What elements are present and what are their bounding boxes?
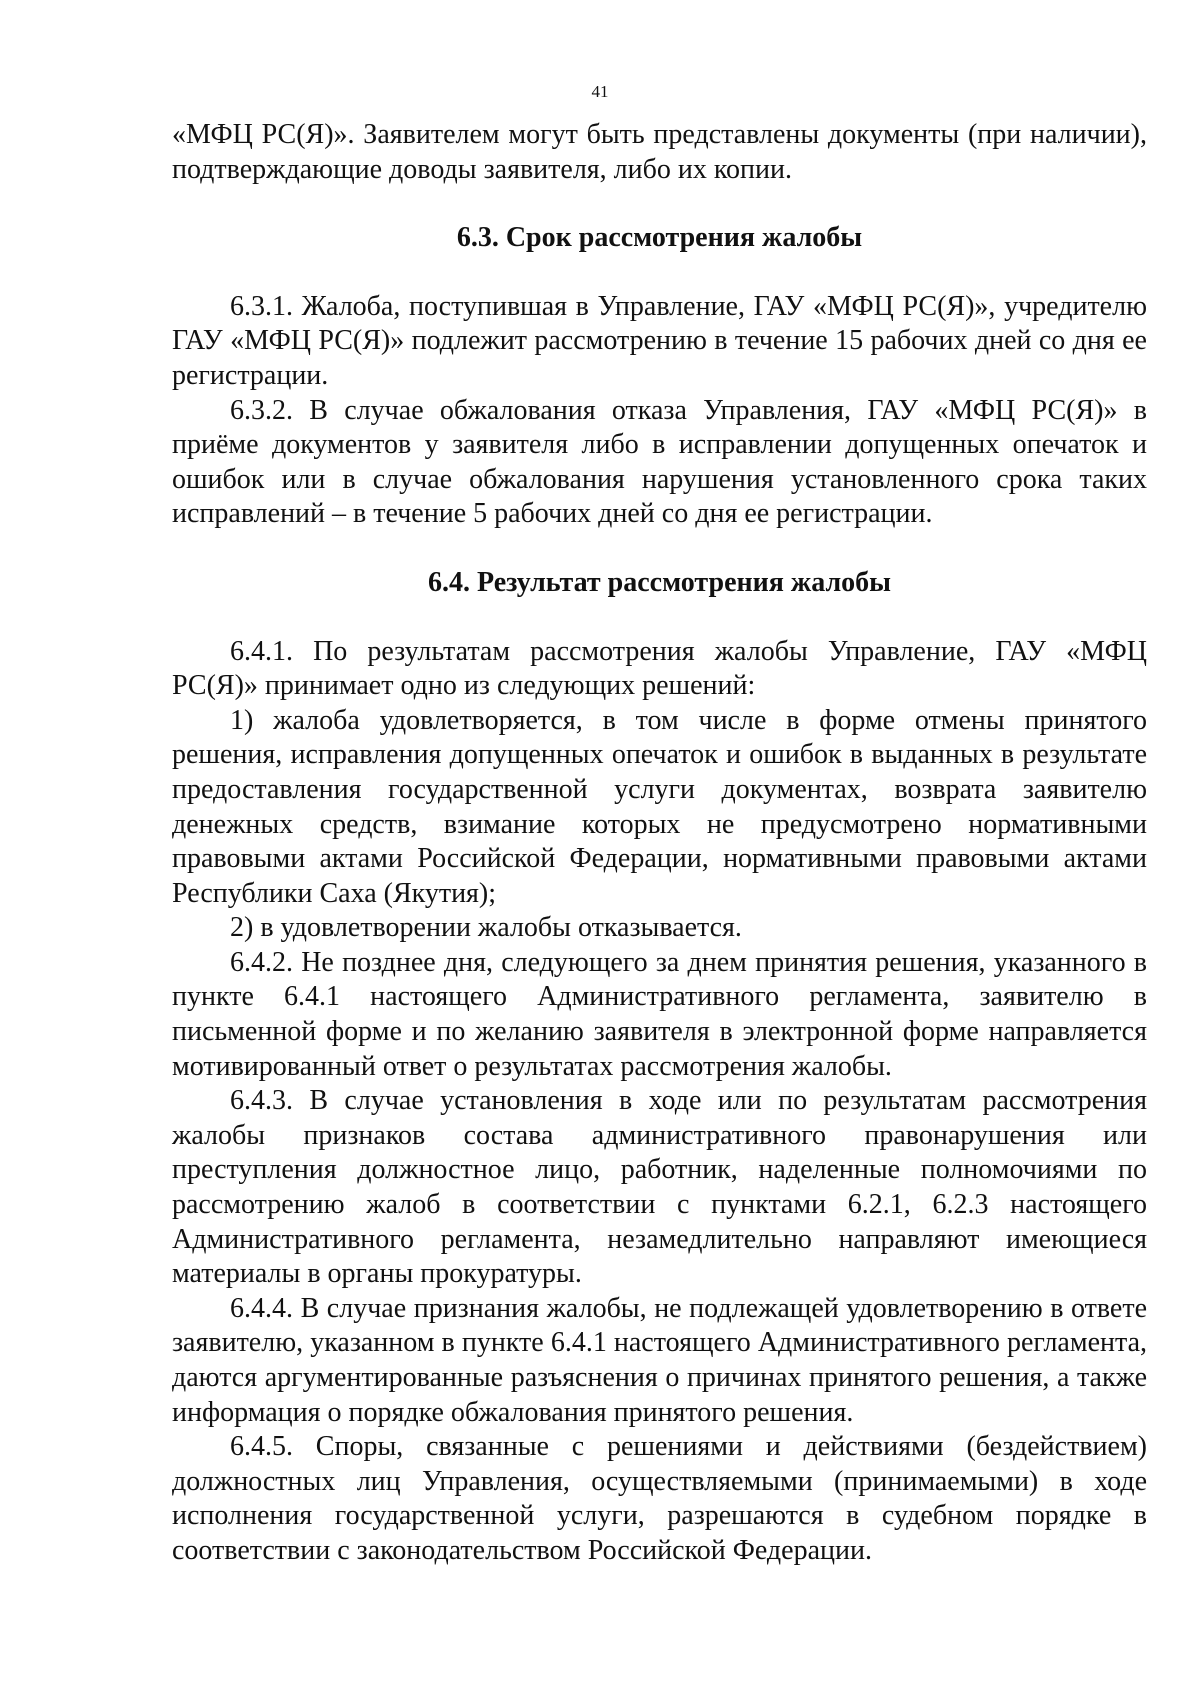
paragraph-6-4-2: 6.4.2. Не позднее дня, следующего за днем принятия решения, указанного в пункте 6.4.1 настоящего Административного регламента, заявителю в письменной форме и по желанию заявителя в электронной форме направляется мотивированный ответ о результатах рассмотрения жалобы. — [172, 946, 1147, 1082]
paragraph-6-3-2: 6.3.2. В случае обжалования отказа Управления, ГАУ «МФЦ РС(Я)» в приёме документов у заявителя либо в исправлении допущенных опечаток и ошибок или в случае обжалования нарушения установленного срока таких исправлений – в течение 5 рабочих дней со дня ее регистрации. — [172, 394, 1147, 530]
paragraph-6-4-4: 6.4.4. В случае признания жалобы, не подлежащей удовлетворению в ответе заявителю, указанном в пункте 6.4.1 настоящего Административного регламента, даются аргументированные разъяснения о причинах принятого решения, а также информация о порядке обжалования принятого решения. — [172, 1292, 1147, 1428]
section-heading-6-4: 6.4. Результат рассмотрения жалобы — [427, 566, 892, 598]
intro-paragraph: «МФЦ РС(Я)». Заявителем могут быть представлены документы (при наличии), подтверждающие доводы заявителя, либо их копии. — [172, 119, 1147, 185]
paragraph-6-3-1: 6.3.1. Жалоба, поступившая в Управление, ГАУ «МФЦ РС(Я)», учредителю ГАУ «МФЦ РС(Я)» подлежит рассмотрению в течение 15 рабочих дней со дня ее регистрации. — [172, 290, 1147, 391]
paragraph-6-4-1: 6.4.1. По результатам рассмотрения жалобы Управление, ГАУ «МФЦ РС(Я)» принимает одно из следующих решений: — [172, 635, 1147, 702]
document-body — [172, 118, 1147, 1569]
list-item-decision-2: 2) в удовлетворении жалобы отказывается. — [230, 912, 742, 944]
list-item-decision-1: 1) жалоба удовлетворяется, в том числе в форме отмены принятого решения, исправления допущенных опечаток и ошибок в выданных в результате предоставления государственной услуги документах, возврата заявителю денежных средств, взимание которых не предусмотрено нормативными правовыми актами Российской Федерации, нормативными правовыми актами Республики Саха (Якутия); — [172, 704, 1147, 909]
page-number: 41 — [591, 82, 609, 101]
paragraph-6-4-3: 6.4.3. В случае установления в ходе или по результатам рассмотрения жалобы признаков состава административного правонарушения или преступления должностное лицо, работник, наделенные полномочиями по рассмотрению жалоб в соответствии с пунктами 6.2.1, 6.2.3 настоящего Административного регламента, незамедлительно направляют имеющиеся материалы в органы прокуратуры. — [172, 1085, 1147, 1290]
paragraph-6-4-5: 6.4.5. Споры, связанные с решениями и действиями (бездействием) должностных лиц Управления, осуществляемыми (принимаемыми) в ходе исполнения государственной услуги, разрешаются в судебном порядке в соответствии с законодательством Российской Федерации. — [172, 1431, 1147, 1566]
section-heading-6-3: 6.3. Срок рассмотрения жалобы — [456, 222, 863, 254]
